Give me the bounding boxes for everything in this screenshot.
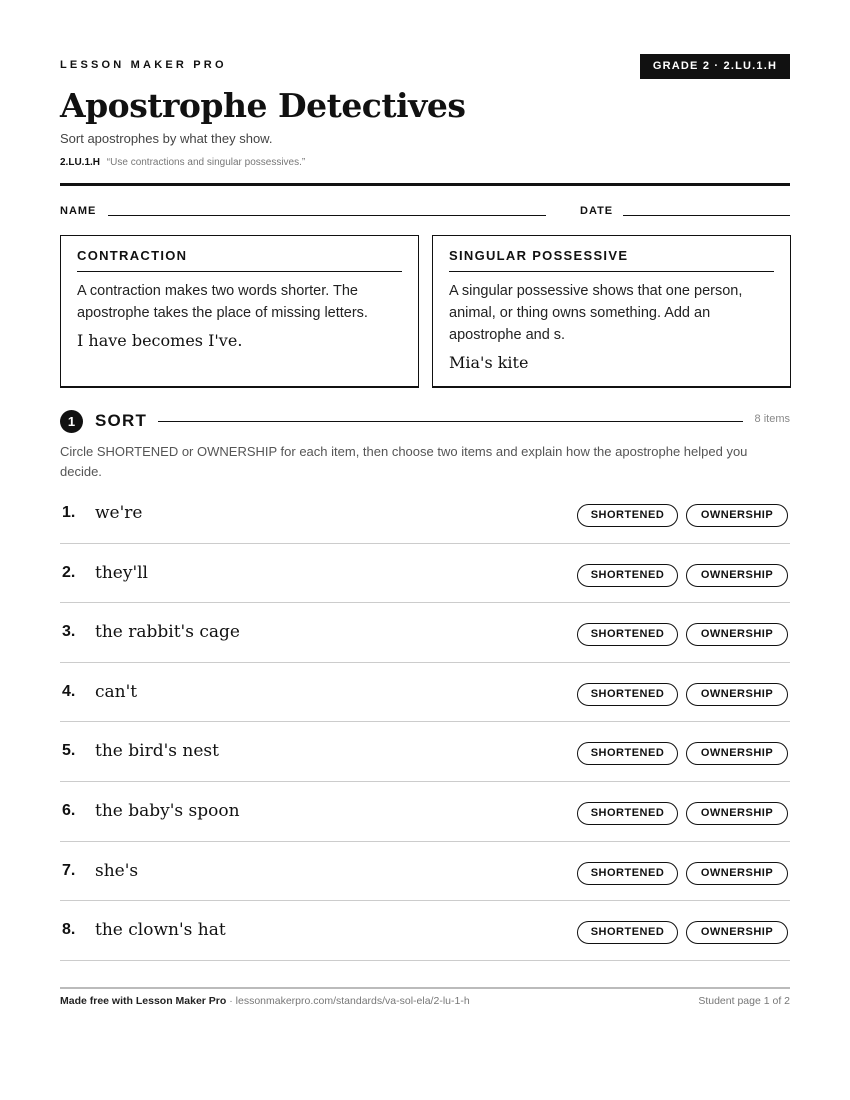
page-title: Apostrophe Detectives [60,86,466,125]
standard-code: 2.LU.1.H [60,157,101,168]
shortened-option[interactable]: SHORTENED [577,802,678,825]
section-rule [158,421,743,422]
ownership-option[interactable]: OWNERSHIP [686,623,788,646]
item-number: 7. [62,861,76,879]
ownership-option[interactable]: OWNERSHIP [686,683,788,706]
shortened-option[interactable]: SHORTENED [577,862,678,885]
list-item [60,544,790,604]
date-label: DATE [580,205,614,217]
page-subtitle: Sort apostrophes by what they show. [60,131,273,146]
list-item [60,901,790,961]
section-number: 1 [60,410,83,433]
card-body: A singular possessive shows that one person, animal, or thing owns something. Add an apostrophe and s. [449,283,743,343]
shortened-option[interactable]: SHORTENED [577,623,678,646]
list-item [60,842,790,902]
item-text: the bird's nest [95,741,219,762]
item-number: 6. [62,801,76,819]
card-example: Mia's kite [449,353,529,372]
grade-badge: GRADE 2 · 2.LU.1.H [640,54,790,79]
ownership-option[interactable]: OWNERSHIP [686,921,788,944]
list-item [60,603,790,663]
item-count: 8 items [754,413,790,425]
page-indicator: Student page 1 of 2 [698,995,790,1007]
shortened-option[interactable]: SHORTENED [577,564,678,587]
card-body: A contraction makes two words shorter. The apostrophe takes the place of missing letters. [77,283,368,321]
ownership-option[interactable]: OWNERSHIP [686,742,788,765]
item-number: 3. [62,623,76,641]
item-text: she's [95,860,139,881]
item-text: can't [95,681,138,702]
brand-name: LESSON MAKER PRO [60,59,227,71]
item-number: 5. [62,742,76,760]
contraction-card [60,235,419,388]
ownership-option[interactable]: OWNERSHIP [686,504,788,527]
item-number: 2. [62,563,76,581]
name-label: NAME [60,205,97,217]
item-number: 8. [62,921,76,939]
list-item [60,484,790,544]
footer-url[interactable]: · lessonmakerpro.com/standards/va-sol-ela/2-lu-1-h [226,995,470,1007]
shortened-option[interactable]: SHORTENED [577,683,678,706]
date-field[interactable] [623,215,790,216]
section-title: SORT [95,411,148,430]
footer-credit [60,995,470,1007]
list-item [60,663,790,723]
shortened-option[interactable]: SHORTENED [577,921,678,944]
shortened-option[interactable]: SHORTENED [577,742,678,765]
ownership-option[interactable]: OWNERSHIP [686,802,788,825]
list-item [60,782,790,842]
card-title: SINGULAR POSSESSIVE [449,248,774,272]
ownership-option[interactable]: OWNERSHIP [686,564,788,587]
standard-line [60,157,305,168]
footer-divider [60,987,790,989]
card-title: CONTRACTION [77,248,402,272]
item-text: we're [95,503,143,523]
list-item [60,722,790,782]
item-text: the rabbit's cage [95,622,240,643]
possessive-card [432,235,791,388]
header-divider [60,183,790,186]
item-text: the clown's hat [95,920,226,941]
item-number: 1. [62,504,76,521]
shortened-option[interactable]: SHORTENED [577,504,678,527]
section-instructions: Circle SHORTENED or OWNERSHIP for each item, then choose two items and explain how the apostrophe helped you decide. [60,444,748,479]
item-list [60,484,790,961]
card-example: I have becomes I've. [77,331,243,350]
footer-made-with: Made free with Lesson Maker Pro [60,995,227,1007]
name-field[interactable] [108,215,546,216]
item-text: they'll [95,562,148,583]
item-number: 4. [62,682,76,700]
item-text: the baby's spoon [95,800,240,821]
standard-text: “Use contractions and singular possessives.” [106,157,306,168]
ownership-option[interactable]: OWNERSHIP [686,862,788,885]
